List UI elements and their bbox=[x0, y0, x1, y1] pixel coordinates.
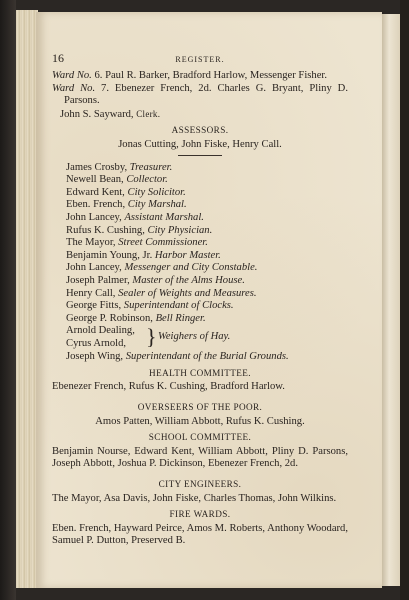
running-head: REGISTER. bbox=[175, 55, 225, 64]
officer-role: Harbor Master. bbox=[154, 249, 221, 261]
officer-name: Newell Bean, bbox=[66, 174, 124, 186]
section-divider bbox=[178, 155, 222, 156]
clerk-title: Clerk. bbox=[136, 108, 161, 119]
officer-name: Henry Call, bbox=[66, 287, 116, 299]
school-committee-heading: SCHOOL COMMITTEE. bbox=[148, 432, 252, 443]
officer-name: Arnold Dealing, bbox=[66, 325, 135, 337]
officer-name: Cyrus Arnold, bbox=[66, 337, 127, 349]
officer-role: Messenger and City Constable. bbox=[124, 262, 258, 274]
officer-name: Rufus K. Cushing, bbox=[66, 224, 145, 236]
officer-name: John Lancey, bbox=[66, 262, 122, 274]
hay-weighers-names bbox=[66, 325, 135, 350]
clerk-entry bbox=[52, 108, 348, 122]
overseers-names: Amos Patten, William Abbott, Rufus K. Cushing. bbox=[95, 415, 305, 427]
officer-name: George P. Robinson, bbox=[66, 312, 153, 324]
page-number: 16 bbox=[52, 51, 64, 65]
city-engineers-heading: CITY ENGINEERS. bbox=[158, 479, 242, 490]
officer-entry bbox=[52, 212, 348, 225]
officer-name: Edward Kent, bbox=[66, 186, 125, 198]
officer-name: Benjamin Young, Jr. bbox=[66, 249, 153, 261]
officer-name: Joseph Wing, bbox=[66, 351, 124, 363]
ward-label: Ward No. bbox=[52, 82, 96, 94]
officer-role: Superintendant of the Burial Grounds. bbox=[125, 351, 289, 363]
page-stack-edge bbox=[16, 10, 38, 588]
officer-role: Master of the Alms House. bbox=[132, 274, 245, 286]
officer-role: Weighers of Hay. bbox=[158, 331, 231, 343]
book-gutter bbox=[400, 0, 409, 600]
officer-entry bbox=[52, 313, 348, 326]
ward-text: 6. Paul R. Barker, Bradford Harlow, Messenger Fisher. bbox=[91, 70, 327, 81]
officer-name: Joseph Palmer, bbox=[66, 274, 130, 286]
officer-entry bbox=[52, 199, 348, 212]
fire-wards-heading: FIRE WARDS. bbox=[169, 509, 231, 520]
officer-role: Street Commissioner. bbox=[118, 237, 208, 249]
fire-wards-names: Eben. French, Hayward Peirce, Amos M. Roberts, Anthony Woodard, Samuel P. Dutton, Preserved B. bbox=[52, 522, 348, 547]
school-committee-names: Benjamin Nourse, Edward Kent, William Abbott, Pliny D. Parsons, Joseph Abbott, Joshua P. Dickinson, Ebenezer French, 2d. bbox=[52, 445, 348, 470]
officer-entry bbox=[52, 237, 348, 250]
overseers-heading: OVERSEERS OF THE POOR. bbox=[137, 402, 263, 413]
officer-entry bbox=[52, 250, 348, 263]
officer-entry bbox=[52, 288, 348, 301]
officer-role: Assistant Marshal. bbox=[124, 211, 204, 223]
officers-list bbox=[52, 162, 348, 364]
officer-name: George Fitts, bbox=[66, 300, 122, 312]
health-committee-heading: HEALTH COMMITTEE. bbox=[149, 367, 251, 378]
book-cover-edge bbox=[0, 0, 16, 600]
officer-role: Superintendant of Clocks. bbox=[123, 300, 234, 312]
ward-7-entry bbox=[52, 83, 348, 108]
ward-6-entry bbox=[52, 70, 348, 83]
officer-entry bbox=[52, 262, 348, 275]
officer-role: City Physician. bbox=[147, 224, 213, 236]
page-content bbox=[52, 52, 348, 548]
officer-entry bbox=[52, 351, 348, 364]
officer-entry bbox=[52, 187, 348, 200]
page-header bbox=[52, 52, 348, 70]
assessors-heading: ASSESSORS. bbox=[171, 125, 229, 136]
officer-entry bbox=[52, 225, 348, 238]
officer-role: City Solicitor. bbox=[127, 186, 186, 198]
spacer bbox=[52, 471, 348, 475]
city-engineers-names: The Mayor, Asa Davis, John Fiske, Charles Thomas, John Wilkins. bbox=[52, 492, 337, 504]
officer-role: Collector. bbox=[126, 174, 168, 186]
officer-entry bbox=[52, 275, 348, 288]
facing-page-edge bbox=[382, 14, 400, 586]
officer-name: Eben. French, bbox=[66, 199, 126, 211]
officer-entry bbox=[52, 300, 348, 313]
assessors-names: Jonas Cutting, John Fiske, Henry Call. bbox=[118, 138, 282, 150]
ward-label: Ward No. bbox=[52, 70, 92, 81]
clerk-name: John S. Sayward, bbox=[60, 108, 134, 120]
ward-text: 7. Ebenezer French, 2d. Charles G. Bryant, Pliny D. Parsons. bbox=[64, 82, 348, 107]
officer-name: John Lancey, bbox=[66, 211, 122, 223]
officer-role: Bell Ringer. bbox=[155, 312, 206, 324]
officer-entry bbox=[52, 174, 348, 187]
spacer bbox=[52, 394, 348, 398]
officer-entry bbox=[52, 162, 348, 175]
hay-weighers-entry bbox=[52, 325, 348, 351]
officer-name: The Mayor, bbox=[66, 237, 116, 249]
health-committee-names: Ebenezer French, Rufus K. Cushing, Bradford Harlow. bbox=[52, 381, 285, 393]
brace-glyph: } bbox=[146, 324, 157, 350]
officer-name: James Crosby, bbox=[66, 161, 128, 173]
officer-role: Treasurer. bbox=[129, 161, 173, 173]
officer-role: City Marshal. bbox=[127, 199, 187, 211]
officer-role: Sealer of Weights and Measures. bbox=[118, 287, 257, 299]
